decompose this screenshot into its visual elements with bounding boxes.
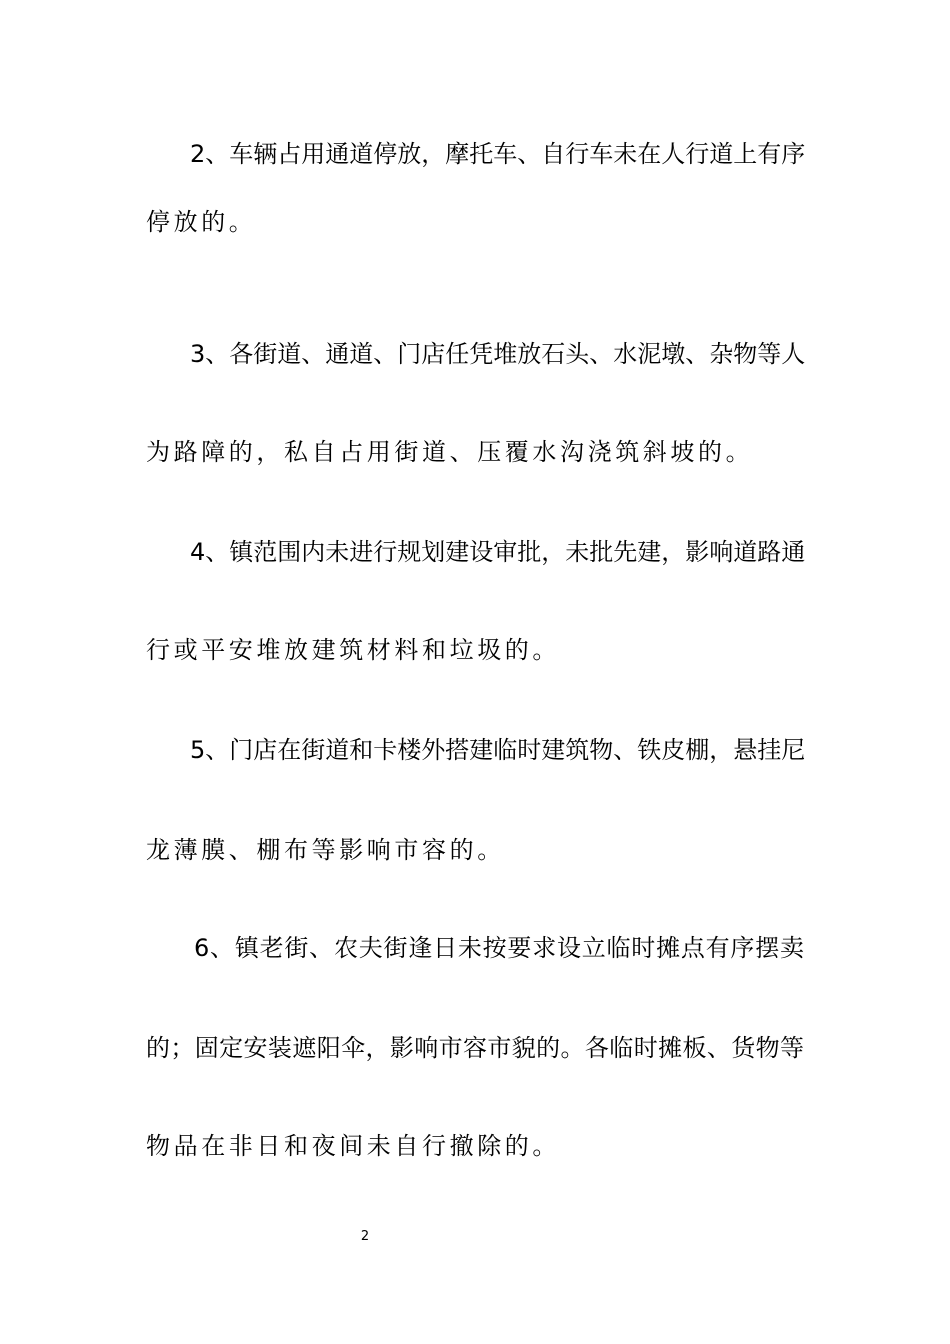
paragraph-4-line-1: 4、镇范围内未进行规划建设审批，未批先建，影响道路通	[190, 538, 806, 566]
paragraph-5-line-2: 龙薄膜、棚布等影响市容的。	[146, 836, 505, 864]
paragraph-2-line-1: 2、车辆占用通道停放，摩托车、自行车未在人行道上有序	[190, 140, 806, 168]
paragraph-6-line-2: 的；固定安装遮阳伞，影响市容市貌的。各临时摊板、货物等	[146, 1034, 804, 1062]
paragraph-4-line-2: 行或平安堆放建筑材料和垃圾的。	[146, 636, 560, 664]
page-number: 2	[360, 1229, 370, 1244]
paragraph-6-line-1: 6、镇老街、农夫街逢日未按要求设立临时摊点有序摆卖	[194, 934, 804, 962]
paragraph-6-line-3: 物品在非日和夜间未自行撤除的。	[146, 1132, 560, 1160]
paragraph-5-line-1: 5、门店在街道和卡楼外搭建临时建筑物、铁皮棚，悬挂尼	[190, 736, 806, 764]
paragraph-3-line-1: 3、各街道、通道、门店任凭堆放石头、水泥墩、杂物等人	[190, 340, 806, 368]
paragraph-2-line-2: 停放的。	[146, 208, 257, 236]
paragraph-3-line-2: 为路障的，私自占用街道、压覆水沟浇筑斜坡的。	[146, 438, 754, 466]
